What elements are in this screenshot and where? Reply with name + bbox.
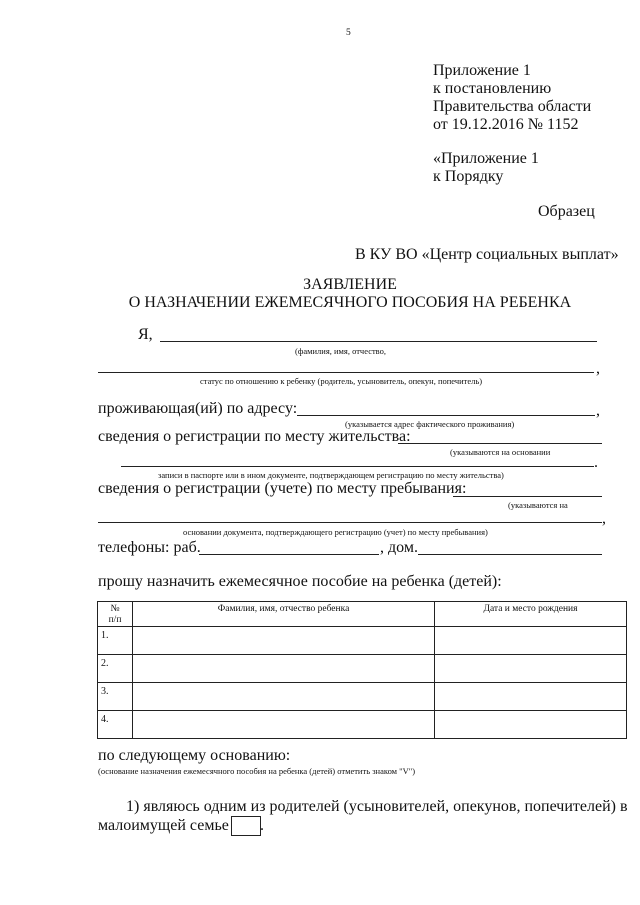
address-comma: , <box>596 402 600 419</box>
registration-field-2[interactable] <box>121 466 594 467</box>
basis-item-1-checkbox[interactable] <box>231 816 261 836</box>
stay-label: сведения о регистрации (учете) по месту пребывания: <box>98 480 467 497</box>
row-number: 2. <box>98 655 133 683</box>
status-hint: статус по отношению к ребенку (родитель, усыновитель, опекун, попечитель) <box>200 376 483 386</box>
child-birth-cell[interactable] <box>435 655 627 683</box>
row-number: 3. <box>98 683 133 711</box>
stay-field[interactable] <box>453 496 602 497</box>
table-header-row <box>98 602 627 627</box>
addressee: В КУ ВО «Центр социальных выплат» <box>355 246 619 263</box>
page-number: 5 <box>346 28 351 38</box>
status-field[interactable] <box>98 372 594 373</box>
appendix-line-1: Приложение 1 <box>433 62 531 79</box>
stay-field-2[interactable] <box>98 522 602 523</box>
stay-comma: , <box>602 510 606 527</box>
phones-label: телефоны: раб. <box>98 539 201 556</box>
child-birth-cell[interactable] <box>435 711 627 739</box>
table-row <box>98 683 627 711</box>
table-row <box>98 627 627 655</box>
document-title: ЗАЯВЛЕНИЕ <box>303 276 397 293</box>
child-name-cell[interactable] <box>133 655 435 683</box>
registration-period: . <box>594 454 598 471</box>
row-number: 4. <box>98 711 133 739</box>
document-subtitle: О НАЗНАЧЕНИИ ЕЖЕМЕСЯЧНОГО ПОСОБИЯ НА РЕБЕНКА <box>128 294 572 311</box>
fio-hint: (фамилия, имя, отчество, <box>295 346 387 356</box>
stay-hint: (указываются на <box>508 500 568 510</box>
basis-label: по следующему основанию: <box>98 747 291 764</box>
address-hint: (указывается адрес фактического проживания) <box>345 419 515 429</box>
col-number-header <box>98 602 133 627</box>
stay-hint-2: основании документа, подтверждающего регистрацию (учет) по месту пребывания) <box>183 527 488 537</box>
col-name-header: Фамилия, имя, отчество ребенка <box>133 602 435 627</box>
registration-label: сведения о регистрации по месту жительства: <box>98 428 411 445</box>
basis-item-1-line-1: 1) являюсь одним из родителей (усыновителей, опекунов, попечителей) в <box>126 798 628 815</box>
basis-item-1-period: . <box>260 817 264 834</box>
address-field[interactable] <box>297 415 595 416</box>
appendix2-line-2: к Порядку <box>433 168 504 185</box>
basis-item-1-line-2: малоимущей семье <box>98 817 229 834</box>
child-name-cell[interactable] <box>133 711 435 739</box>
child-name-cell[interactable] <box>133 627 435 655</box>
children-table <box>97 601 627 739</box>
work-phone-field[interactable] <box>199 554 379 555</box>
row-number: 1. <box>98 627 133 655</box>
address-label: проживающая(ий) по адресу: <box>98 400 298 417</box>
appendix2-line-1: «Приложение 1 <box>433 150 539 167</box>
registration-hint: (указываются на основании <box>450 447 551 457</box>
status-comma: , <box>596 360 600 377</box>
child-birth-cell[interactable] <box>435 627 627 655</box>
table-row <box>98 655 627 683</box>
appendix-line-3: Правительства области <box>433 98 592 115</box>
sample-label: Образец <box>538 203 595 220</box>
col-birth-header: Дата и место рождения <box>435 602 627 627</box>
home-phone-label: , дом. <box>380 539 418 556</box>
col-number-line-2: п/п <box>108 615 122 625</box>
appendix-line-2: к постановлению <box>433 80 552 97</box>
registration-field[interactable] <box>398 443 602 444</box>
child-birth-cell[interactable] <box>435 683 627 711</box>
request-text: прошу назначить ежемесячное пособие на ребенка (детей): <box>98 573 502 590</box>
basis-hint: (основание назначения ежемесячного пособия на ребенка (детей) отметить знаком "V") <box>98 766 416 776</box>
registration-hint-2: записи в паспорте или в ином документе, подтверждающем регистрацию по месту жительства) <box>158 470 504 480</box>
col-number-line-1: № <box>110 604 120 614</box>
table-row <box>98 711 627 739</box>
fio-field[interactable] <box>160 341 597 342</box>
home-phone-field[interactable] <box>418 554 602 555</box>
child-name-cell[interactable] <box>133 683 435 711</box>
appendix-line-4: от 19.12.2016 № 1152 <box>433 116 579 133</box>
ya-label: Я, <box>138 326 153 343</box>
